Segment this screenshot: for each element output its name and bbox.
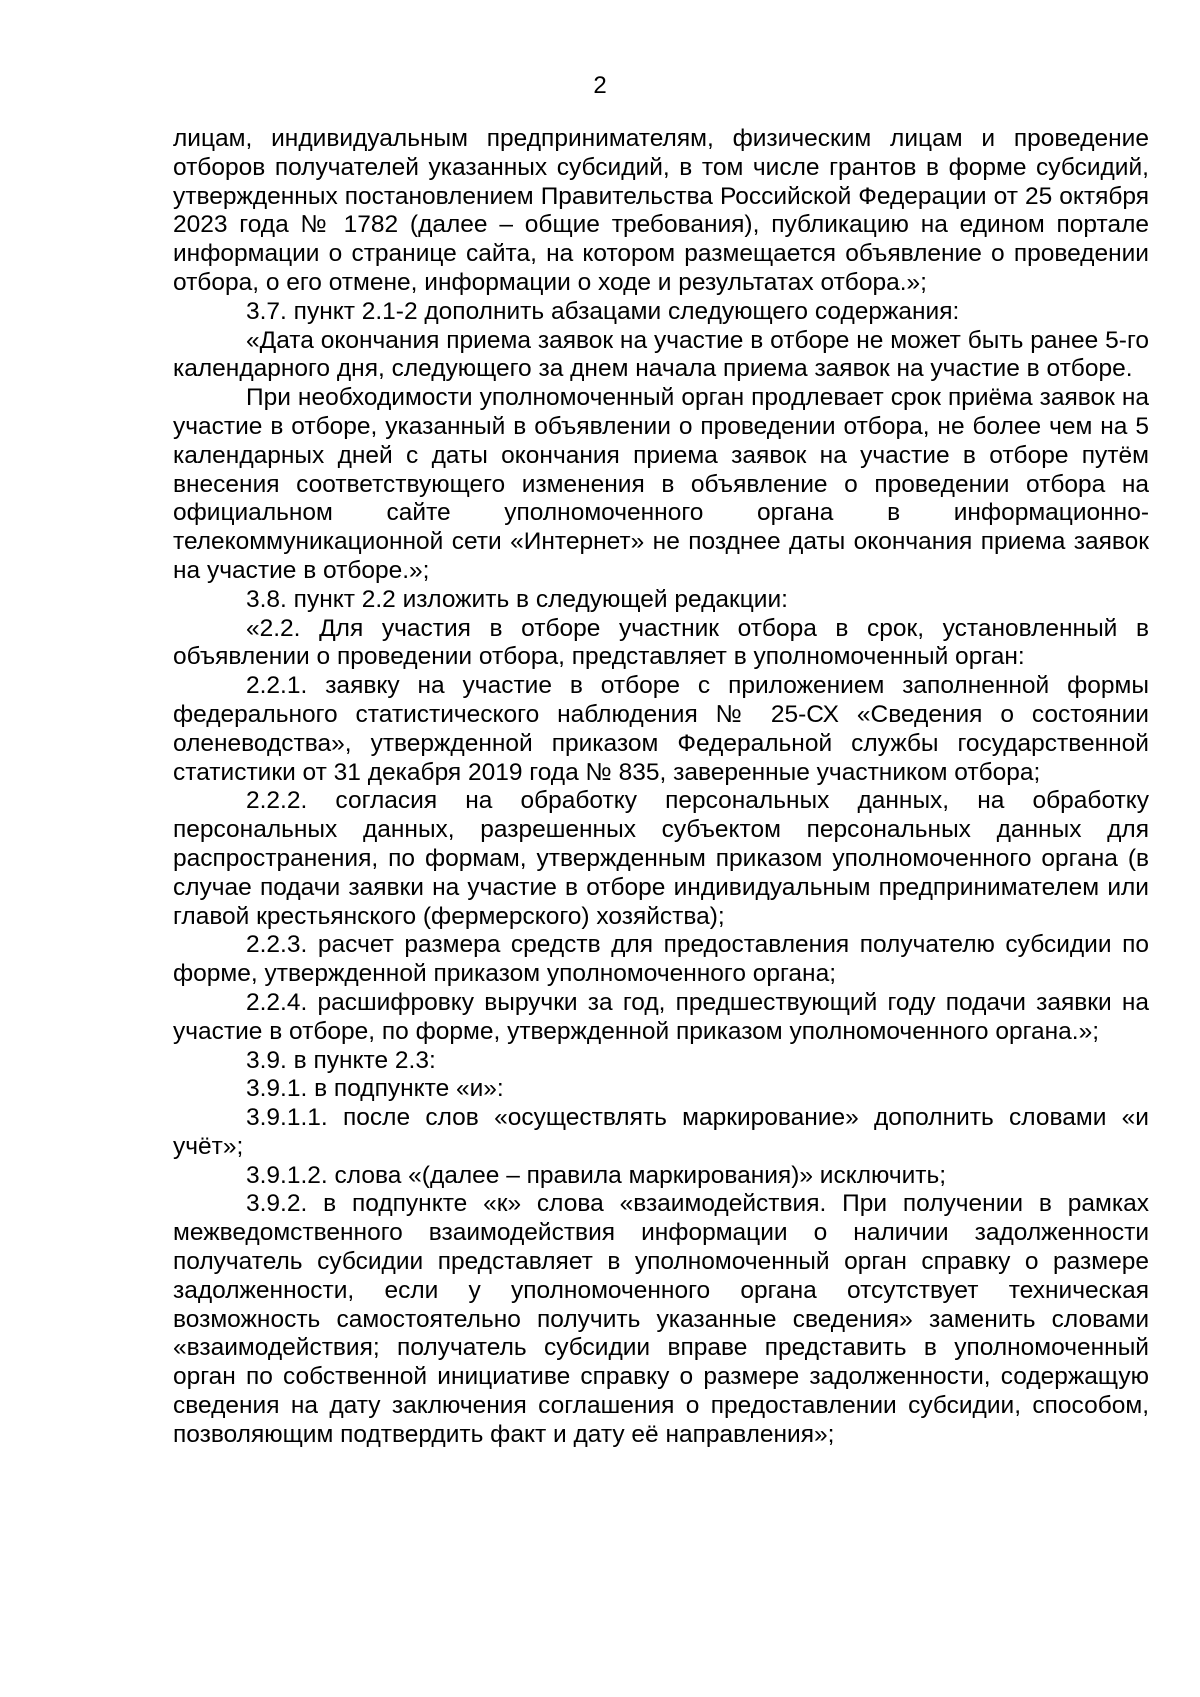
paragraph-2-2-1: 2.2.1. заявку на участие в отборе с приложением заполненной формы федерального статистического наблюдения № 25-СХ «Сведения о состоянии оленеводства», утвержденной приказом Федеральной службы государственной статистики от 31 декабря 2019 года № 835, заверенные участником отбора; — [173, 672, 1149, 786]
paragraph-2-2-4: 2.2.4. расшифровку выручки за год, предшествующий году подачи заявки на участие в отборе, по форме, утвержденной приказом уполномоченного органа.»; — [173, 988, 1149, 1045]
paragraph-extension: При необходимости уполномоченный орган продлевает срок приёма заявок на участие в отборе, указанный в объявлении о проведении отбора, не более чем на 5 календарных дней с даты окончания приема заявок на участие в отборе путём внесения соответствующего изменения в объявление о проведении отбора на официальном сайте уполномоченного органа в информационно-телекоммуникационной сети «Интернет» не позднее даты окончания приема заявок на участие в отборе.»; — [173, 384, 1149, 584]
page-number: 2 — [593, 72, 607, 99]
paragraph-2-2: «2.2. Для участия в отборе участник отбора в срок, установленный в объявлении о проведении отбора, представляет в уполномоченный орган: — [173, 614, 1149, 671]
paragraph-3-9-1: 3.9.1. в подпункте «и»: — [246, 1075, 504, 1103]
paragraph-continuation: лицам, индивидуальным предпринимателям, физическим лицам и проведение отборов получателей указанных субсидий, в том числе грантов в форме субсидий, утвержденных постановлением Правительства Российской Федерации от 25 октября 2023 года № 1782 (далее – общие требования), публикацию на едином портале информации о странице сайта, на котором размещается объявление о проведении отбора, о его отмене, информации о ходе и результатах отбора.»; — [173, 125, 1149, 296]
paragraph-3-7: 3.7. пункт 2.1-2 дополнить абзацами следующего содержания: — [246, 297, 960, 325]
paragraph-3-9: 3.9. в пункте 2.3: — [246, 1046, 436, 1074]
paragraph-quote-deadline: «Дата окончания приема заявок на участие в отборе не может быть ранее 5-го календарного дня, следующего за днем начала приема заявок на участие в отборе. — [173, 326, 1149, 383]
paragraph-3-9-1-1: 3.9.1.1. после слов «осуществлять маркирование» дополнить словами «и учёт»; — [173, 1104, 1149, 1160]
paragraph-3-9-1-2: 3.9.1.2. слова «(далее – правила маркирования)» исключить; — [246, 1161, 947, 1189]
paragraph-2-2-2: 2.2.2. согласия на обработку персональных данных, на обработку персональных данных, разрешенных субъектом персональных данных для распространения, по формам, утвержденным приказом уполномоченного органа (в случае подачи заявки на участие в отборе индивидуальным предпринимателем или главой крестьянского (фермерского) хозяйства); — [173, 787, 1149, 930]
paragraph-3-8: 3.8. пункт 2.2 изложить в следующей редакции: — [246, 585, 788, 613]
paragraph-2-2-3: 2.2.3. расчет размера средств для предоставления получателю субсидии по форме, утвержденной приказом уполномоченного органа; — [173, 931, 1149, 988]
document-body — [173, 125, 1149, 1450]
paragraph-3-9-2: 3.9.2. в подпункте «к» слова «взаимодействия. При получении в рамках межведомственного взаимодействия информации о наличии задолженности получатель субсидии представляет в уполномоченный орган справку о размере задолженности, если у уполномоченного органа отсутствует техническая возможность самостоятельно получить указанные сведения» заменить словами «взаимодействия; получатель субсидии вправе представить в уполномоченный орган по собственной инициативе справку о размере задолженности, содержащую сведения на дату заключения соглашения о предоставлении субсидии, способом, позволяющим подтвердить факт и дату её направления»; — [173, 1190, 1149, 1448]
